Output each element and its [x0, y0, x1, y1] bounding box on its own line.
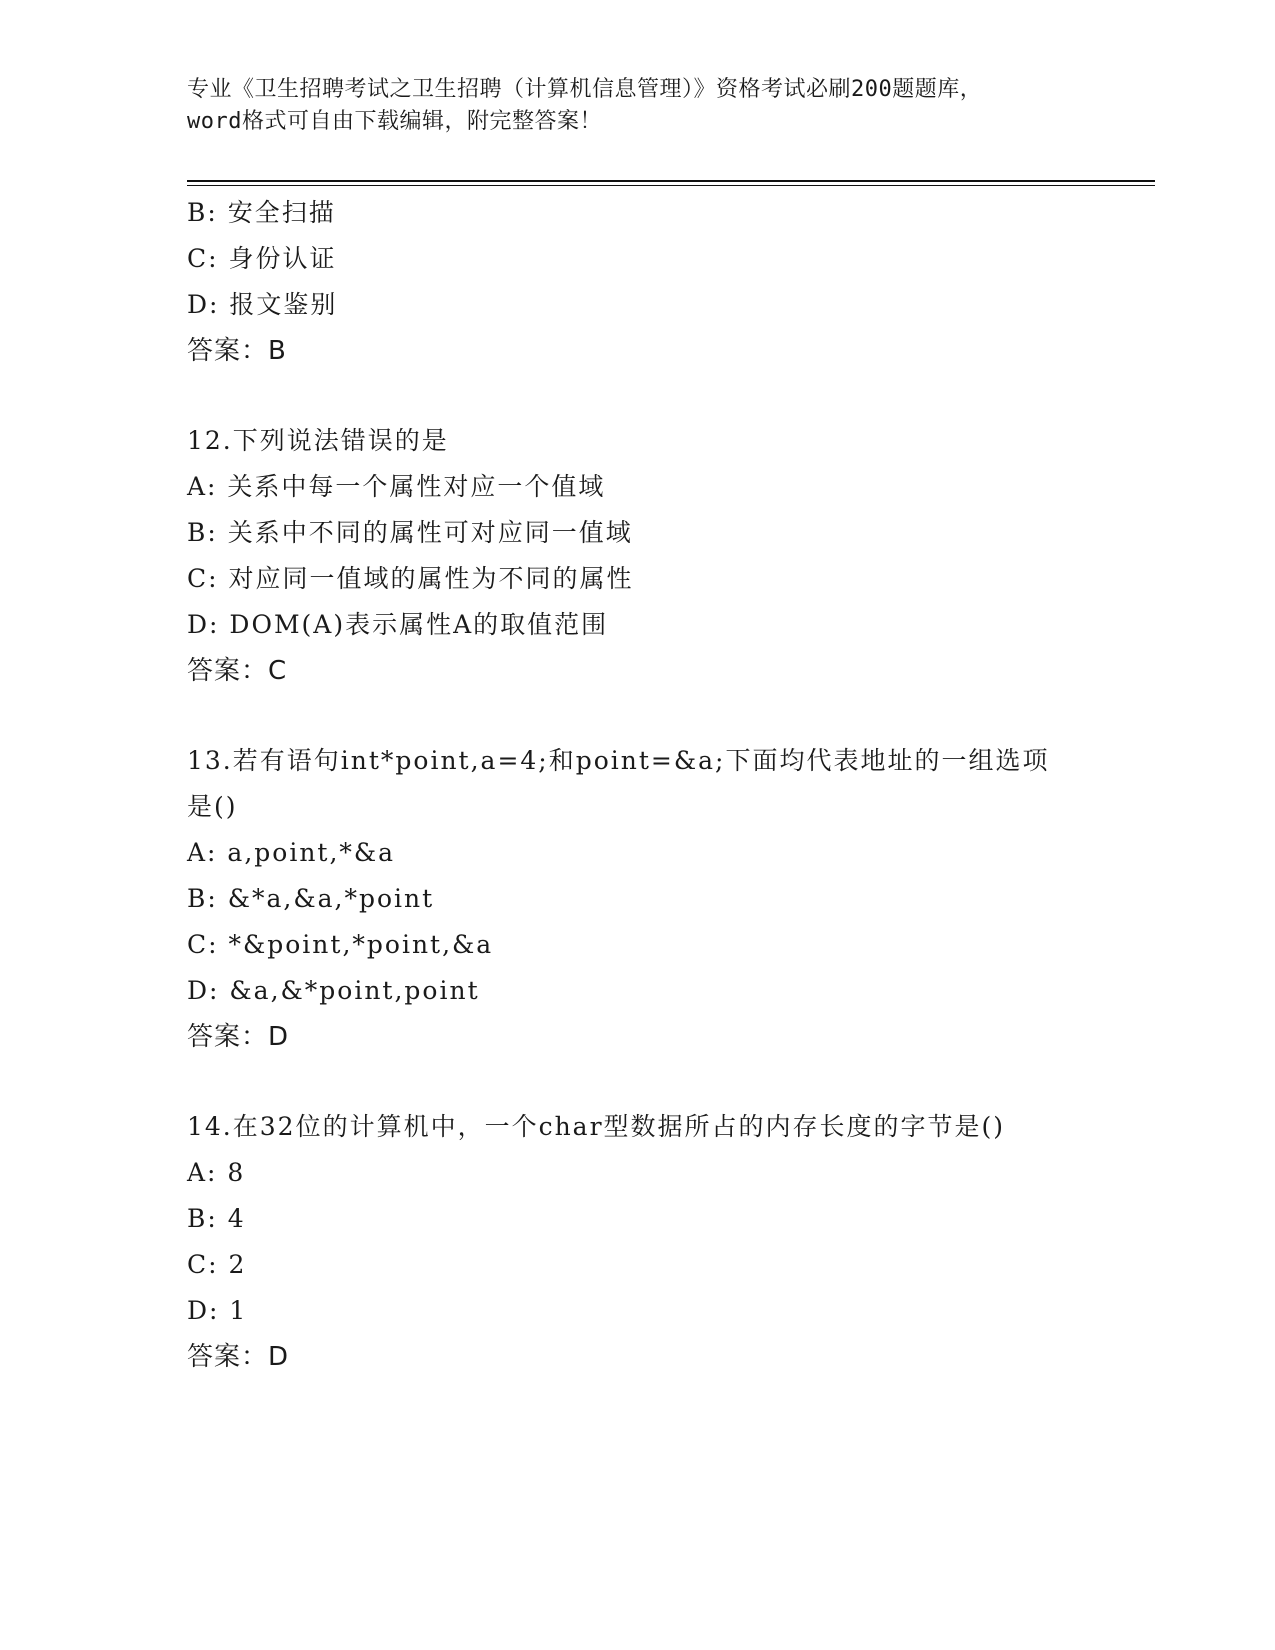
option-a: A: 关系中每一个属性对应一个值域 [187, 472, 606, 501]
question-spacer [187, 374, 1087, 418]
header-title-line-1: 专业《卫生招聘考试之卫生招聘（计算机信息管理）》资格考试必刷200题题库， [187, 77, 983, 102]
answer-line: 答案：D [187, 1022, 290, 1052]
header-divider-thin [187, 185, 1155, 186]
option-d: D: 报文鉴别 [187, 290, 338, 319]
question-spacer [187, 1060, 1087, 1104]
option-c: C: 身份认证 [187, 244, 337, 273]
option-a: A: 8 [187, 1158, 246, 1187]
option-a: A: a,point,*&a [187, 838, 396, 867]
answer-line: 答案：B [187, 336, 287, 366]
question-stem-continued: 是() [187, 792, 238, 821]
option-b: B: 安全扫描 [187, 198, 336, 227]
question-13 [187, 738, 1087, 1060]
option-c: C: 对应同一值域的属性为不同的属性 [187, 564, 634, 593]
header-divider-thick [187, 180, 1155, 182]
answer-line: 答案：D [187, 1342, 290, 1372]
option-d: D: 1 [187, 1296, 248, 1325]
option-d: D: &a,&*point,point [187, 976, 480, 1005]
question-12 [187, 418, 1087, 694]
option-b: B: 4 [187, 1204, 246, 1233]
header-title-line-2: word格式可自由下载编辑，附完整答案！ [187, 109, 602, 134]
option-c: C: 2 [187, 1250, 247, 1279]
question-stem: 12.下列说法错误的是 [187, 426, 449, 455]
question-11-continued [187, 190, 1087, 374]
option-c: C: *&point,*point,&a [187, 930, 494, 959]
option-b: B: &*a,&a,*point [187, 884, 435, 913]
document-header [187, 74, 1087, 138]
question-14 [187, 1104, 1087, 1380]
question-spacer [187, 694, 1087, 738]
option-d: D: DOM(A)表示属性A的取值范围 [187, 610, 609, 639]
question-list [187, 190, 1087, 1380]
question-stem: 13.若有语句int*point,a=4;和point=&a;下面均代表地址的一组选项 [187, 746, 1050, 775]
question-stem: 14.在32位的计算机中，一个char型数据所占的内存长度的字节是() [187, 1112, 1006, 1141]
option-b: B: 关系中不同的属性可对应同一值域 [187, 518, 633, 547]
answer-line: 答案：C [187, 656, 288, 686]
